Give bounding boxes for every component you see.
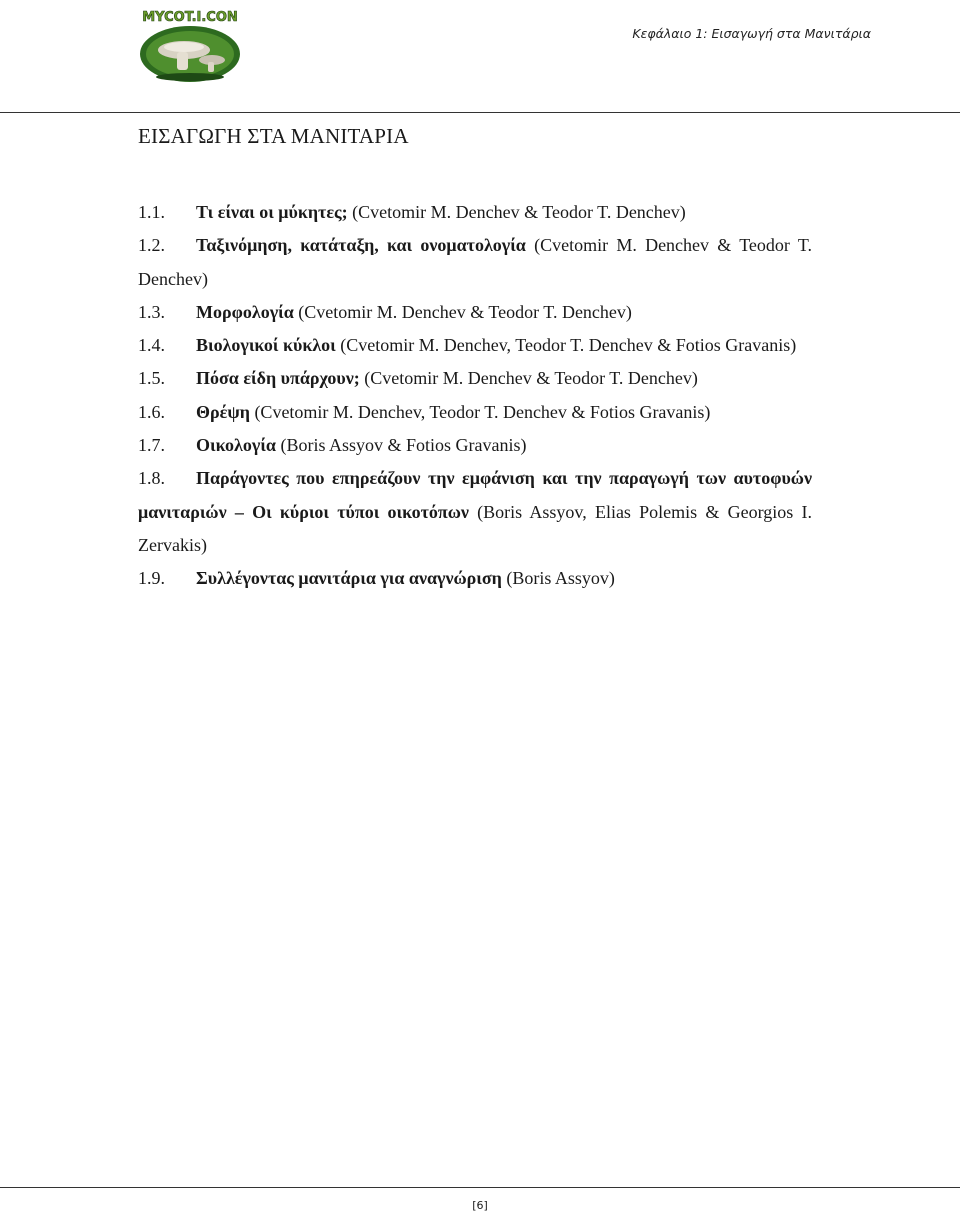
toc-authors: (Cvetomir M. Denchev, Teodor T. Denchev & Fotios Gravanis) <box>335 335 797 356</box>
toc-number: 1.4. <box>138 335 165 356</box>
toc-authors: (Cvetomir M. Denchev & Teodor T. Denchev) <box>359 368 698 389</box>
table-of-contents <box>138 196 812 596</box>
page-number: [6] <box>472 1199 488 1212</box>
toc-number: 1.5. <box>138 368 165 389</box>
toc-title: Πόσα είδη υπάρχουν; <box>196 368 360 389</box>
toc-item-1-5[interactable] <box>138 362 812 395</box>
svg-text:MYCOT.I.CON: MYCOT.I.CON <box>142 10 238 25</box>
toc-title: Βιολογικοί κύκλοι <box>196 335 336 356</box>
toc-item-1-3[interactable] <box>138 296 812 329</box>
toc-title: Συλλέγοντας μανιτάρια για αναγνώριση <box>196 568 502 589</box>
toc-number: 1.8. <box>138 468 165 489</box>
chapter-title: ΕΙΣΑΓΩΓΗ ΣΤΑ ΜΑΝΙΤΑΡΙΑ <box>138 124 409 148</box>
toc-authors: (Cvetomir M. Denchev, Teodor T. Denchev & Fotios Gravanis) <box>249 401 711 422</box>
toc-item-1-9[interactable] <box>138 562 812 595</box>
toc-title: Ταξινόμηση, κατάταξη, και ονοματολογία <box>196 235 526 256</box>
mushroom-logo-icon <box>137 4 243 84</box>
toc-title: Παράγοντες που επηρεάζουν την εμφάνιση και την παραγωγή των αυτοφυών μανιταριών – Οι κύριοι τύποι οικοτόπων <box>138 468 812 522</box>
toc-authors: (Cvetomir M. Denchev & Teodor T. Denchev) <box>138 235 812 289</box>
toc-item-1-6[interactable] <box>138 396 812 429</box>
toc-authors: (Boris Assyov, Elias Polemis & Georgios I. Zervakis) <box>138 501 812 555</box>
toc-item-1-4[interactable] <box>138 329 812 362</box>
toc-title: Θρέψη <box>196 401 250 422</box>
mycoticon-logo <box>137 4 243 84</box>
toc-authors: (Cvetomir M. Denchev & Teodor T. Denchev) <box>293 301 632 322</box>
header-divider <box>0 112 960 113</box>
toc-number: 1.9. <box>138 568 165 589</box>
toc-item-1-1[interactable] <box>138 196 812 229</box>
toc-item-1-8[interactable] <box>138 462 812 562</box>
toc-authors: (Boris Assyov) <box>501 568 615 589</box>
toc-title: Οικολογία <box>196 435 276 456</box>
footer-divider <box>0 1187 960 1188</box>
toc-number: 1.2. <box>138 235 165 256</box>
toc-item-1-7[interactable] <box>138 429 812 462</box>
running-header-title: Κεφάλαιο 1: Εισαγωγή στα Μανιτάρια <box>632 26 871 41</box>
toc-number: 1.7. <box>138 435 165 456</box>
toc-title: Μορφολογία <box>196 301 294 322</box>
toc-number: 1.3. <box>138 301 165 322</box>
toc-title: Τι είναι οι μύκητες; <box>196 202 348 222</box>
toc-number: 1.6. <box>138 401 165 422</box>
toc-item-1-2[interactable] <box>138 229 812 296</box>
toc-authors: (Boris Assyov & Fotios Gravanis) <box>275 435 527 456</box>
toc-authors: (Cvetomir M. Denchev & Teodor T. Denchev) <box>347 202 686 222</box>
toc-number: 1.1. <box>138 202 165 222</box>
